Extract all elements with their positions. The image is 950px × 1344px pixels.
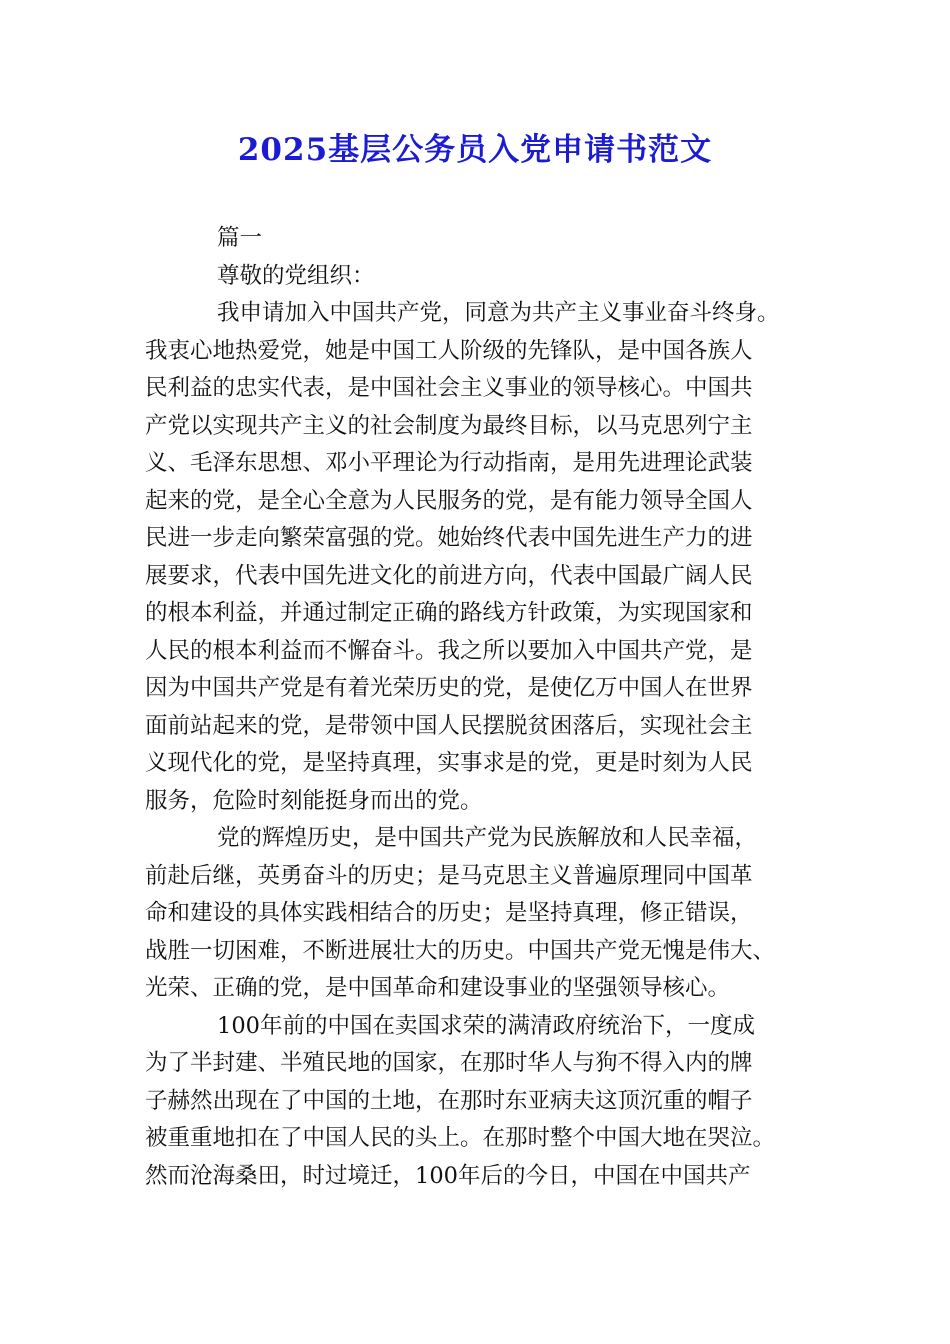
- text-line: 的根本利益，并通过制定正确的路线方针政策，为实现国家和: [145, 600, 753, 626]
- text-line: 义、毛泽东思想、邓小平理论为行动指南，是用先进理论武装: [145, 450, 753, 476]
- text-line: 然而沧海桑田，时过境迁，100年后的今日，中国在中国共产: [145, 1162, 751, 1189]
- text-line: 我申请加入中国共产党，同意为共产主义事业奋斗终身。: [217, 300, 780, 326]
- text-line: 命和建设的具体实践相结合的历史；是坚持真理，修正错误，: [145, 900, 753, 926]
- text-line: 前赴后继，英勇奋斗的历史；是马克思主义普遍原理同中国革: [145, 862, 753, 889]
- text-line: 义现代化的党，是坚持真理，实事求是的党，更是时刻为人民: [145, 750, 753, 776]
- text-line: 篇一: [217, 225, 263, 251]
- text-line: 民进一步走向繁荣富强的党。她始终代表中国先进生产力的进: [145, 525, 753, 551]
- text-line: 战胜一切困难，不断进展壮大的历史。中国共产党无愧是伟大、: [145, 937, 776, 964]
- text-line: 为了半封建、半殖民地的国家，在那时华人与狗不得入内的牌: [145, 1050, 753, 1076]
- text-line: 面前站起来的党，是带领中国人民摆脱贫困落后，实现社会主: [145, 712, 753, 739]
- text-line: 民利益的忠实代表，是中国社会主义事业的领导核心。中国共: [145, 375, 753, 401]
- text-line: 我衷心地热爱党，她是中国工人阶级的先锋队，是中国各族人: [145, 337, 753, 364]
- text-line: 被重重地扣在了中国人民的头上。在那时整个中国大地在哭泣。: [145, 1125, 776, 1151]
- text-line: 党的辉煌历史，是中国共产党为民族解放和人民幸福，: [217, 825, 758, 851]
- text-line: 人民的根本利益而不懈奋斗。我之所以要加入中国共产党，是: [145, 637, 753, 664]
- text-line: 服务，危险时刻能挺身而出的党。: [145, 787, 483, 814]
- text-line: 起来的党，是全心全意为人民服务的党，是有能力领导全国人: [145, 487, 753, 514]
- text-line: 光荣、正确的党，是中国革命和建设事业的坚强领导核心。: [145, 975, 731, 1001]
- text-line: 产党以实现共产主义的社会制度为最终目标，以马克思列宁主: [145, 412, 753, 439]
- document-title: 2025基层公务员入党申请书范文: [237, 132, 713, 168]
- text-line: 因为中国共产党是有着光荣历史的党，是使亿万中国人在世界: [145, 675, 753, 701]
- text-line: 100年前的中国在卖国求荣的满清政府统治下，一度成: [217, 1012, 755, 1039]
- text-line: 展要求，代表中国先进文化的前进方向，代表中国最广阔人民: [145, 562, 753, 589]
- document-body: [145, 220, 805, 1195]
- text-line: 子赫然出现在了中国的土地，在那时东亚病夫这顶沉重的帽子: [145, 1087, 753, 1114]
- text-line: 尊敬的党组织：: [217, 262, 375, 289]
